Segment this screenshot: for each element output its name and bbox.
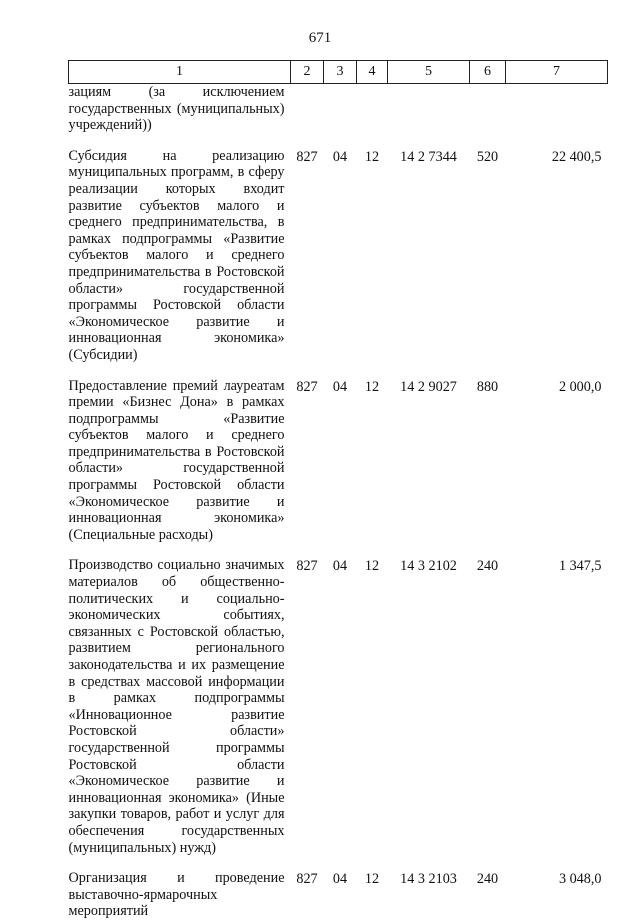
row-col-3 [324, 84, 357, 148]
table-header-row [69, 61, 608, 84]
row-col-3: 04 [332, 558, 348, 575]
row-amount [506, 84, 608, 148]
row-col-5: 14 3 2103 [400, 871, 457, 888]
column-header-6: 6 [470, 61, 506, 84]
budget-table [68, 60, 608, 920]
row-amount: 2 000,0 [558, 378, 602, 395]
column-header-4: 4 [357, 61, 388, 84]
table-row [69, 378, 608, 558]
row-col-2: 827 [296, 148, 318, 165]
row-description: зациям (за исключением государственных (муниципальных) учреждений)) [68, 84, 285, 134]
row-amount: 22 400,5 [551, 148, 602, 165]
column-header-2: 2 [291, 61, 324, 84]
row-col-5 [388, 84, 470, 148]
row-col-5: 14 2 7344 [400, 148, 457, 165]
row-col-2: 827 [296, 558, 318, 575]
row-col-4: 12 [364, 871, 380, 888]
row-col-2 [291, 84, 324, 148]
row-description: Производство социально значимых материалов об общественно-политических и социально-экономических событиях, связанных с Ростовской областью, развитием регионального законодательства и их размещение в средствах массовой информации в рамках подпрограммы «Инновационное развитие Ростовской области» государственной программы Ростовской области «Экономическое развитие и инновационная экономика» (Иные закупки товаров, работ и услуг для обеспечения государственных (муниципальных) нужд) [68, 557, 285, 856]
row-description: Предоставление премий лауреатам премии «Бизнес Дона» в рамках подпрограммы «Развитие субъектов малого и среднего предпринимательства в Ростовской области» государственной программы Ростовской области «Экономическое развитие и инновационная экономика» (Специальные расходы) [68, 377, 285, 543]
column-header-1: 1 [69, 61, 291, 84]
column-header-3: 3 [324, 61, 357, 84]
row-col-6: 240 [476, 871, 499, 888]
row-col-4 [357, 84, 388, 148]
column-header-7: 7 [506, 61, 608, 84]
row-col-5: 14 2 9027 [400, 378, 457, 395]
table-row [69, 557, 608, 870]
row-col-4: 12 [364, 558, 380, 575]
column-header-5: 5 [388, 61, 470, 84]
row-col-3: 04 [332, 871, 348, 888]
row-col-6: 520 [476, 148, 499, 165]
row-col-6: 240 [476, 558, 499, 575]
row-col-4: 12 [364, 378, 380, 395]
row-col-6: 880 [476, 378, 499, 395]
row-col-4: 12 [364, 148, 380, 165]
row-col-5: 14 3 2102 [400, 558, 457, 575]
row-col-2: 827 [296, 871, 318, 888]
row-amount: 1 347,5 [558, 558, 602, 575]
row-description: Субсидия на реализацию муниципальных программ, в сферу реализации которых входит развитие субъектов малого и среднего предпринимательства, в рамках подпрограммы «Развитие субъектов малого и среднего предпринимательства в Ростовской области» государственной программы Ростовской области «Экономическое развитие и инновационная экономика» (Субсидии) [68, 147, 285, 363]
table-row [69, 148, 608, 378]
row-col-3: 04 [332, 148, 348, 165]
row-amount: 3 048,0 [558, 871, 602, 888]
row-col-2: 827 [296, 378, 318, 395]
row-col-6 [470, 84, 506, 148]
page-number: 671 [308, 30, 332, 46]
table-row [69, 870, 608, 920]
row-description: Организация и проведение выставочно-ярмарочных мероприятий [68, 870, 285, 920]
row-col-3: 04 [332, 378, 348, 395]
table-row [69, 84, 608, 148]
